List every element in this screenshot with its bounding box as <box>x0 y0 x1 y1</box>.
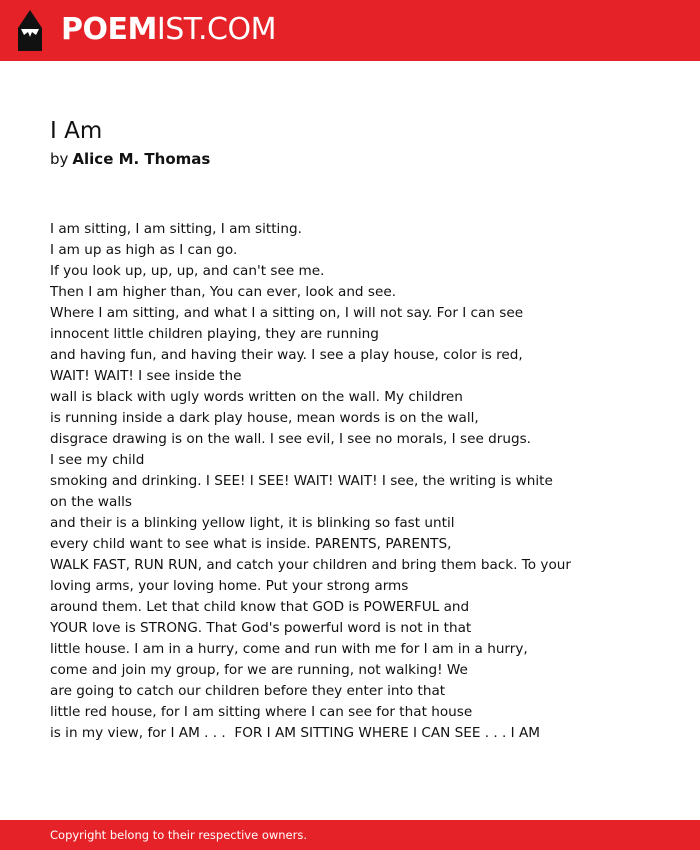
poem-line: little red house, for I am sitting where I can see for that house <box>50 704 473 720</box>
poem-line: I see my child <box>50 452 145 468</box>
poem-line: disgrace drawing is on the wall. I see evil, I see no morals, I see drugs. <box>50 431 531 447</box>
poem-line: is running inside a dark play house, mean words is on the wall, <box>50 410 479 426</box>
poem-line: loving arms, your loving home. Put your strong arms <box>50 578 409 594</box>
poem-line: innocent little children playing, they are running <box>50 326 379 342</box>
poem-line: and their is a blinking yellow light, it is blinking so fast until <box>50 515 455 531</box>
logo-text-light: IST.COM <box>156 12 276 47</box>
poem-byline <box>50 149 210 169</box>
copyright-notice: Copyright belong to their respective owners. <box>50 828 308 842</box>
poem-line: Where I am sitting, and what I a sitting on, I will not say. For I can see <box>50 305 524 321</box>
poem-line: YOUR love is STRONG. That God's powerful word is not in that <box>50 620 472 636</box>
poem-line: WALK FAST, RUN RUN, and catch your children and bring them back. To your <box>50 557 572 573</box>
poem-line: I am up as high as I can go. <box>50 242 238 258</box>
poem-line: If you look up, up, up, and can't see me. <box>50 263 325 279</box>
site-header <box>0 0 700 61</box>
poem-line: are going to catch our children before they enter into that <box>50 683 446 699</box>
poem-author: Alice M. Thomas <box>72 150 211 168</box>
poem-line: Then I am higher than, You can ever, look and see. <box>50 284 397 300</box>
poem-line: smoking and drinking. I SEE! I SEE! WAIT! WAIT! I see, the writing is white <box>50 473 553 489</box>
poem-title: I Am <box>50 118 103 144</box>
pencil-logo-icon[interactable] <box>18 10 42 51</box>
site-logo[interactable] <box>61 12 276 48</box>
poem-line: on the walls <box>50 494 132 510</box>
poem-line: around them. Let that child know that GOD is POWERFUL and <box>50 599 470 615</box>
poem-line: wall is black with ugly words written on the wall. My children <box>50 389 463 405</box>
site-footer <box>0 820 700 850</box>
poem-line: WAIT! WAIT! I see inside the <box>50 368 242 384</box>
poem-line: and having fun, and having their way. I see a play house, color is red, <box>50 347 523 363</box>
poem-body <box>50 219 650 744</box>
poem-line: is in my view, for I AM . . . FOR I AM SITTING WHERE I CAN SEE . . . I AM <box>50 725 541 741</box>
by-label: by <box>50 150 69 168</box>
poem-line: I am sitting, I am sitting, I am sitting. <box>50 221 302 237</box>
poem-line: every child want to see what is inside. PARENTS, PARENTS, <box>50 536 452 552</box>
poem-line: come and join my group, for we are running, not walking! We <box>50 662 468 678</box>
logo-text-bold: POEM <box>61 12 157 47</box>
poem-line: little house. I am in a hurry, come and run with me for I am in a hurry, <box>50 641 528 657</box>
